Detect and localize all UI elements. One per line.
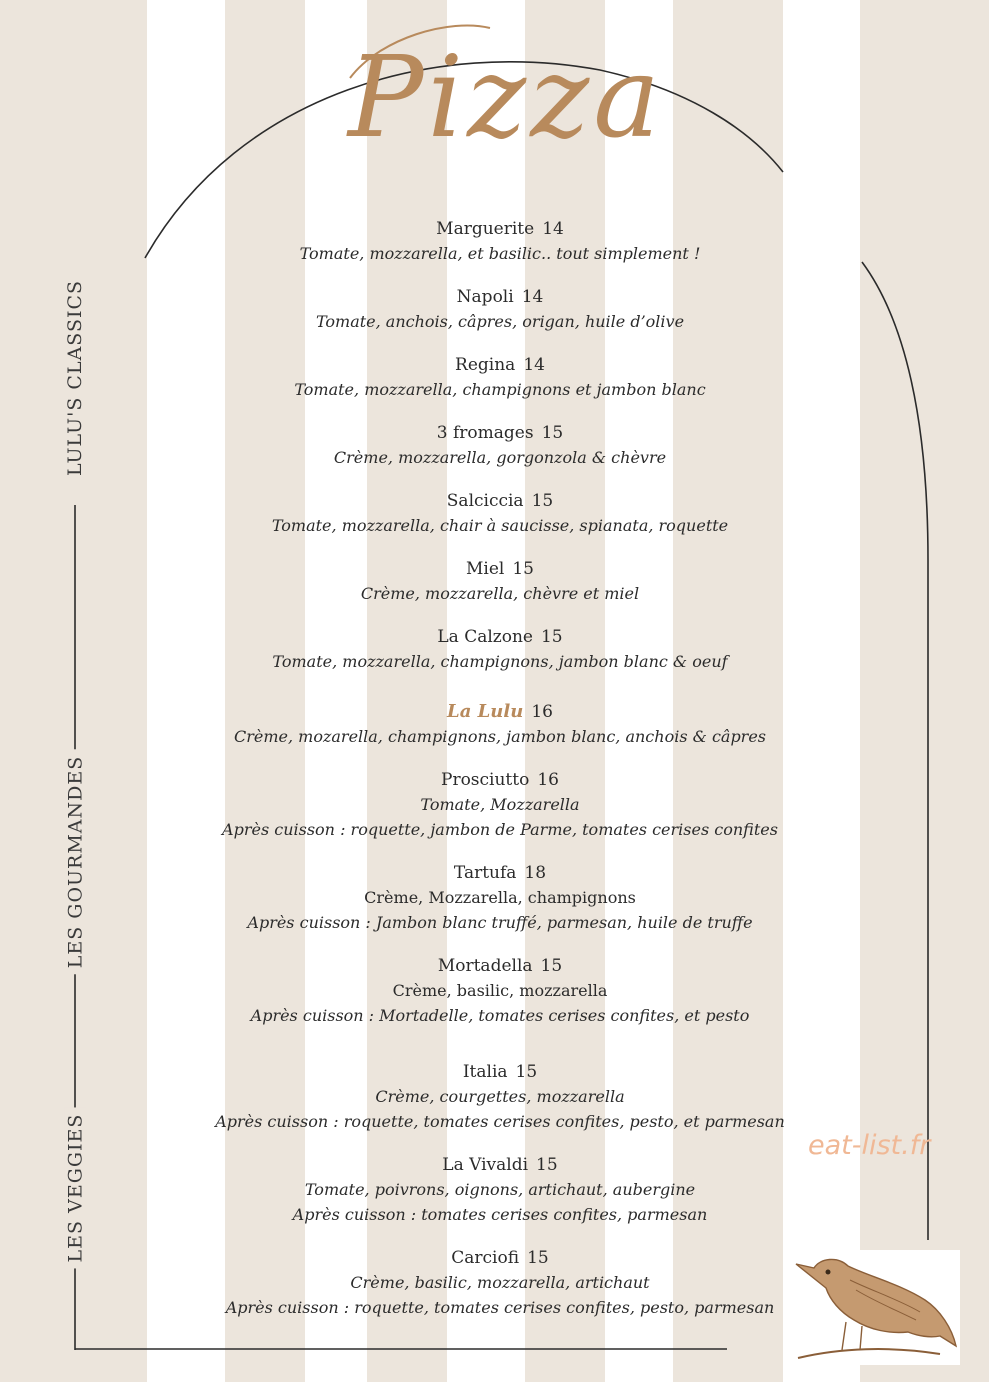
menu-item-title: [200, 557, 800, 581]
menu-group-classics: [200, 217, 800, 693]
menu-item: [200, 1060, 800, 1134]
section-label-gourmandes: LES GOURMANDES: [64, 750, 86, 975]
pizza-ingredients: Crème, mozzarella, chèvre et miel: [360, 584, 640, 603]
menu-item: [200, 700, 800, 749]
pizza-ingredients: Tomate, poivrons, oignons, artichaut, aubergine: [304, 1180, 696, 1199]
menu-item-title: [200, 625, 800, 649]
bird-illustration: [790, 1250, 960, 1365]
pizza-name: La Vivaldi: [442, 1155, 529, 1175]
section-label-classics: LULU'S CLASSICS: [64, 274, 86, 482]
pizza-price: 15: [540, 956, 563, 976]
pizza-name: Tartufa: [453, 863, 517, 883]
pizza-ingredients: Tomate, mozzarella, champignons et jambon blanc: [294, 380, 706, 399]
pizza-name: Miel: [466, 559, 505, 579]
pizza-price: 15: [540, 627, 563, 647]
pizza-price: 14: [521, 287, 544, 307]
pizza-ingredients: Tomate, mozzarella, et basilic.. tout simplement !: [299, 244, 701, 263]
menu-item-title: [200, 700, 800, 724]
menu-item: [200, 625, 800, 674]
menu-item: [200, 353, 800, 402]
pizza-name: Carciofi: [451, 1248, 520, 1268]
pizza-ingredients: Crème, basilic, mozzarella: [392, 981, 608, 1000]
pizza-ingredients: Crème, Mozzarella, champignons: [364, 888, 636, 907]
pizza-price: 16: [537, 770, 559, 790]
menu-item-title: [200, 1060, 800, 1084]
pizza-name: Marguerite: [436, 219, 535, 239]
menu-item: [200, 861, 800, 935]
menu-group-gourmandes: [200, 700, 800, 1047]
pizza-price: 16: [531, 702, 553, 722]
pizza-name: Italia: [462, 1062, 508, 1082]
pizza-price: 15: [527, 1248, 549, 1268]
pizza-ingredients: Crème, mozarella, champignons, jambon blanc, anchois & câpres: [233, 727, 767, 746]
menu-item-title: [200, 1153, 800, 1177]
pizza-ingredients: Tomate, anchois, câpres, origan, huile d’olive: [315, 312, 685, 331]
pizza-title: [340, 18, 680, 178]
pizza-ingredients: Crème, basilic, mozzarella, artichaut: [350, 1273, 650, 1292]
pizza-ingredients: Après cuisson : roquette, jambon de Parme, tomates cerises confites: [222, 820, 778, 839]
pizza-price: 15: [512, 559, 534, 579]
menu-item-title: [200, 489, 800, 513]
pizza-name: Napoli: [456, 287, 514, 307]
menu-item: [200, 1246, 800, 1320]
pizza-price: 15: [531, 491, 554, 511]
menu-item-title: [200, 217, 800, 241]
bird-icon: [790, 1250, 960, 1365]
pizza-price: 18: [524, 863, 547, 883]
pizza-ingredients: Tomate, Mozzarella: [420, 795, 580, 814]
pizza-price: 14: [523, 355, 545, 375]
pizza-price: 15: [515, 1062, 538, 1082]
menu-group-veggies: [200, 1060, 800, 1339]
menu-item: [200, 768, 800, 842]
pizza-ingredients: Après cuisson : tomates cerises confites, parmesan: [292, 1205, 708, 1224]
menu-item: [200, 489, 800, 538]
menu-item-title: [200, 861, 800, 885]
pizza-name: La Calzone: [437, 627, 533, 647]
menu-item: [200, 557, 800, 606]
menu-item: [200, 1153, 800, 1227]
menu-item-title: [200, 285, 800, 309]
pizza-ingredients: Tomate, mozzarella, champignons, jambon blanc & oeuf: [272, 652, 728, 671]
menu-item: [200, 421, 800, 470]
section-label-veggies: LES VEGGIES: [64, 1108, 86, 1269]
pizza-name: Salciccia: [446, 491, 524, 511]
menu-item: [200, 285, 800, 334]
pizza-ingredients: Crème, courgettes, mozzarella: [375, 1087, 625, 1106]
pizza-name: Mortadella: [437, 956, 533, 976]
pizza-price: 15: [536, 1155, 558, 1175]
pizza-name: La Lulu: [447, 701, 524, 722]
menu-item-title: [200, 353, 800, 377]
pizza-name: Regina: [455, 355, 516, 375]
pizza-ingredients: Après cuisson : roquette, tomates cerises confites, pesto, parmesan: [225, 1298, 775, 1317]
pizza-ingredients: Après cuisson : Mortadelle, tomates cerises confites, et pesto: [250, 1006, 750, 1025]
pizza-ingredients: Tomate, mozzarella, chair à saucisse, spianata, roquette: [271, 516, 729, 535]
menu-item-title: [200, 1246, 800, 1270]
pizza-name: Prosciutto: [441, 770, 530, 790]
menu-item: [200, 217, 800, 266]
menu-item: [200, 954, 800, 1028]
pizza-ingredients: Après cuisson : Jambon blanc truffé, parmesan, huile de truffe: [247, 913, 753, 932]
menu-item-title: [200, 421, 800, 445]
menu-item-title: [200, 768, 800, 792]
watermark-text: eat-list.fr: [808, 1130, 931, 1161]
page-title: Pizza: [348, 33, 664, 163]
pizza-price: 15: [541, 423, 564, 443]
pizza-price: 14: [542, 219, 564, 239]
pizza-name: 3 fromages: [436, 423, 534, 443]
pizza-ingredients: Après cuisson : roquette, tomates cerises confites, pesto, et parmesan: [215, 1112, 785, 1131]
pizza-ingredients: Crème, mozzarella, gorgonzola & chèvre: [333, 448, 667, 467]
menu-item-title: [200, 954, 800, 978]
